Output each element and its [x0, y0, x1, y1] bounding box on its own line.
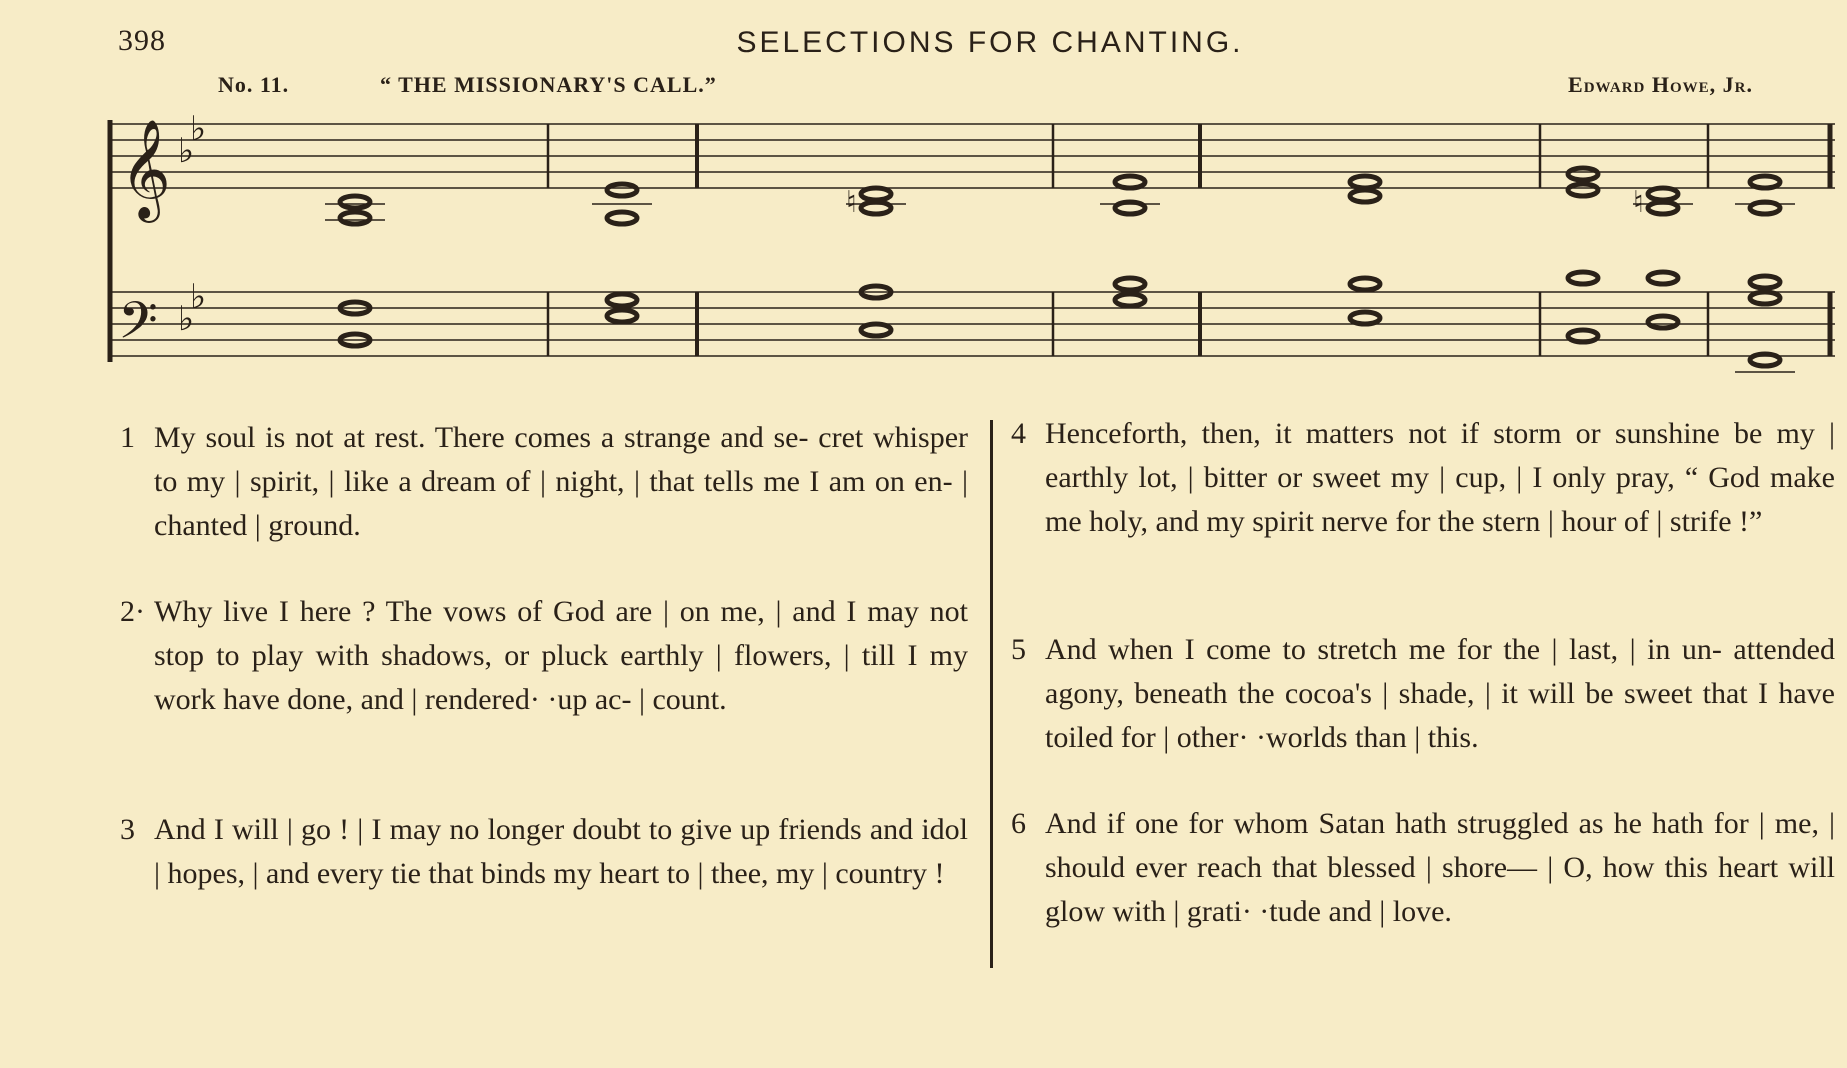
- bar-lines: [548, 124, 1830, 356]
- verse-text: Henceforth, then, it matters not if storm or sunshine be my | earthly lot, | bitter or sweet my | cup, | I only pray, “ God make me holy, and my spirit nerve for the stern | hour of | strife !”: [1045, 417, 1835, 538]
- running-head: SELECTIONS FOR CHANTING.: [736, 26, 1244, 59]
- verse-text: Why live I here ? The vows of God are | on me, | and I may not stop to play with shadows, or pluck earthly | flowers, | till I my work have done, and | rendered· ·up ac- | count.: [154, 595, 968, 716]
- verse-text: And I will | go ! | I may no longer doubt to give up friends and idol | hopes, | and every tie that binds my heart to | thee, my | country !: [154, 813, 968, 890]
- verse-3: [120, 808, 968, 896]
- verse-5: [1011, 628, 1835, 760]
- chant-number: No. 11.: [218, 72, 290, 97]
- bass-staff: [112, 292, 1835, 356]
- verse-number: 6: [1011, 807, 1026, 840]
- composer: Edward Howe, Jr.: [1568, 72, 1753, 97]
- verse-6: [1011, 802, 1835, 934]
- verse-text: And if one for whom Satan hath struggled as he hath for | me, | should ever reach that blessed | shore— | O, how this heart will glow with | grati· ·tude and | love.: [1045, 807, 1835, 928]
- verse-4: [1011, 412, 1835, 544]
- chant-title: “ THE MISSIONARY'S CALL.”: [380, 72, 717, 97]
- verse-number: 4: [1011, 417, 1026, 450]
- bass-clef-icon: 𝄢: [118, 290, 158, 363]
- verse-2: [120, 590, 968, 722]
- verse-text: My soul is not at rest. There comes a strange and se- cret whisper to my | spirit, | like a dream of | night, | that tells me I am on en- | chanted | ground.: [154, 421, 968, 542]
- flat-icon: ♭: [190, 277, 207, 317]
- verse-number: 1: [120, 421, 135, 454]
- flat-icon: ♭: [178, 131, 195, 171]
- treble-clef-icon: 𝄞: [120, 119, 171, 219]
- verse-number: 5: [1011, 633, 1026, 666]
- column-divider: [990, 420, 993, 968]
- music-score: [0, 0, 1847, 380]
- verse-1: [120, 416, 968, 548]
- natural-icon: ♮: [846, 185, 857, 220]
- flat-icon: ♭: [190, 109, 207, 149]
- page-number: 398: [118, 24, 166, 57]
- verse-number: 3: [120, 813, 135, 846]
- verse-number: 2·: [120, 595, 145, 628]
- verse-text: And when I come to stretch me for the | last, | in un- attended agony, beneath the cocoa's | shade, | it will be sweet that I have toiled for | other· ·worlds than | this.: [1045, 633, 1835, 754]
- flat-icon: ♭: [178, 299, 195, 339]
- natural-icon: ♮: [1633, 185, 1644, 220]
- whole-notes: [325, 168, 1795, 372]
